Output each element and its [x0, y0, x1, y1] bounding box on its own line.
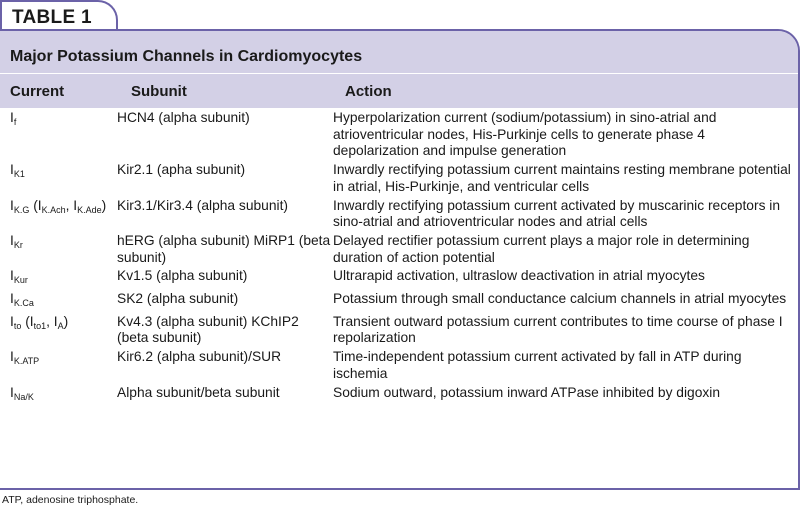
current-text: (I [29, 197, 42, 213]
table-row [0, 291, 798, 312]
current-text: I [10, 291, 14, 307]
current-subscript: Kr [13, 239, 23, 250]
current-text: ) [101, 197, 107, 213]
current-subscript: Na/K [13, 391, 34, 402]
current-subscript: Kur [13, 275, 28, 286]
action-cell: Sodium outward, potassium inward ATPase inhibited by digoxin [333, 384, 721, 400]
current-cell [0, 162, 117, 195]
current-text: I [10, 313, 14, 329]
current-subscript: K.Ade [77, 204, 102, 215]
action-cell: Transient outward potassium current contributes to time course of phase I repolarization [333, 313, 783, 346]
header-row [0, 74, 798, 108]
current-subscript: A [57, 320, 64, 331]
table-row [0, 162, 798, 195]
subunit-cell: Kv4.3 (alpha subunit) KChIP2 (beta subunit) [117, 313, 299, 346]
current-subscript: f [13, 117, 17, 127]
table-row [0, 314, 798, 347]
current-cell [0, 110, 117, 160]
current-text: , I [46, 313, 58, 329]
current-subscript: to [13, 320, 22, 331]
action-cell: Delayed rectifier potassium current plays a major role in determining duration of action potential [333, 232, 750, 265]
current-subscript: to1 [33, 320, 47, 331]
subunit-cell: Kv1.5 (alpha subunit) [117, 268, 248, 284]
current-subscript: K1 [13, 169, 25, 180]
subunit-cell: Kir6.2 (alpha subunit)/SUR [117, 349, 282, 365]
action-cell: Potassium through small conductance calcium channels in atrial myocytes [333, 291, 787, 307]
header-current: Current [10, 83, 65, 100]
current-text: I [10, 384, 14, 400]
action-cell: Ultrarapid activation, ultraslow deactivation in atrial myocytes [333, 268, 705, 284]
current-subscript: K.Ach [41, 204, 66, 215]
current-cell [0, 198, 117, 231]
current-text: ) [63, 313, 69, 329]
table-row [0, 233, 798, 266]
current-text: , I [65, 197, 78, 213]
current-cell [0, 233, 117, 266]
table-label: TABLE 1 [12, 7, 92, 28]
table-row [0, 385, 798, 406]
subunit-cell: hERG (alpha subunit) MiRP1 (beta subunit) [117, 232, 331, 265]
current-text: I [10, 110, 14, 125]
subunit-cell: Kir3.1/Kir3.4 (alpha subunit) [117, 197, 289, 213]
current-text: I [10, 197, 14, 213]
table-body [0, 110, 798, 407]
table-row [0, 268, 798, 289]
current-subscript: K.Ca [13, 298, 34, 309]
table-caption: Major Potassium Channels in Cardiomyocytes [10, 48, 363, 65]
table-tab [0, 0, 118, 31]
current-text: I [10, 232, 14, 248]
action-cell: Inwardly rectifying potassium current maintains resting membrane potential in atrial, His-Purkinje, and ventricular cells [333, 162, 791, 194]
current-text: I [10, 162, 14, 178]
header-subunit: Subunit [131, 83, 187, 100]
bottom-rule [0, 488, 800, 490]
action-cell: Inwardly rectifying potassium current activated by muscarinic receptors in sino-atrial and atrioventricular nodes and atrial cells [333, 197, 781, 230]
current-subscript: K.G [13, 204, 30, 215]
header-action: Action [345, 83, 392, 100]
current-cell [0, 349, 117, 382]
footnote: ATP, adenosine triphosphate. [2, 494, 139, 506]
current-cell [0, 314, 117, 347]
subunit-cell: HCN4 (alpha subunit) [117, 110, 250, 125]
table-row [0, 198, 798, 231]
current-subscript: K.ATP [13, 356, 40, 367]
current-cell [0, 385, 117, 406]
current-text: (I [21, 313, 34, 329]
current-cell [0, 268, 117, 289]
action-cell: Hyperpolarization current (sodium/potassium) in sino-atrial and atrioventricular nodes, His-Purkinje cells to generate phase 4 depolarization and impulse generation [333, 110, 717, 159]
table-row [0, 110, 798, 160]
action-cell: Time-independent potassium current activated by fall in ATP during ischemia [333, 349, 742, 381]
table-row [0, 349, 798, 382]
current-text: I [10, 268, 14, 284]
subunit-cell: SK2 (alpha subunit) [117, 291, 239, 307]
current-text: I [10, 349, 14, 365]
subunit-cell: Kir2.1 (apha subunit) [117, 162, 246, 178]
current-cell [0, 291, 117, 312]
subunit-cell: Alpha subunit/beta subunit [117, 384, 280, 400]
